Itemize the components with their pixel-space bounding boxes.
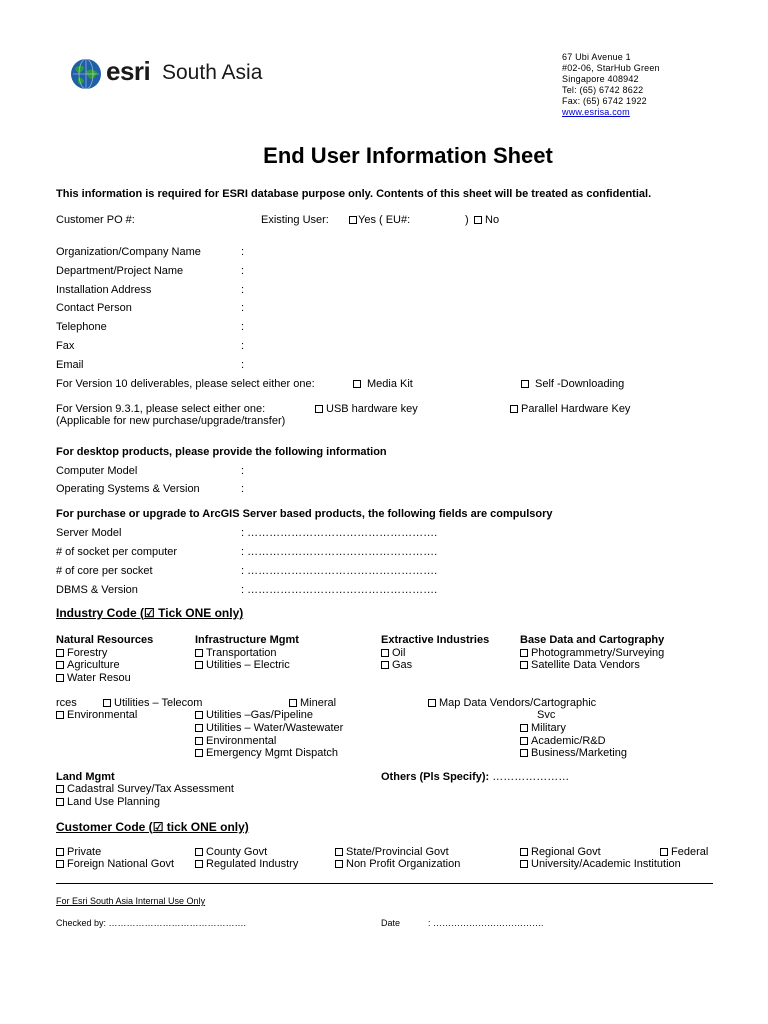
dept-field: Department/Project Name bbox=[56, 265, 184, 277]
private-checkbox[interactable] bbox=[56, 848, 64, 856]
gas-checkbox[interactable] bbox=[381, 661, 389, 669]
agriculture-label: Agriculture bbox=[67, 659, 120, 671]
environmental-nr-option bbox=[56, 709, 137, 721]
website-link[interactable]: www.esrisa.com bbox=[562, 107, 630, 117]
contact-field: Contact Person bbox=[56, 302, 132, 314]
desktop-heading: For desktop products, please provide the following information bbox=[56, 446, 387, 458]
industry-code-heading-end: Tick ONE only) bbox=[154, 606, 244, 620]
version10-label: For Version 10 deliverables, please select either one: bbox=[56, 378, 315, 390]
land-use-label: Land Use Planning bbox=[67, 796, 160, 808]
military-option bbox=[520, 722, 566, 734]
usb-key-checkbox[interactable] bbox=[315, 405, 323, 413]
checked-by-field: Checked by: ………………………………………. bbox=[56, 918, 247, 928]
regional-govt-label: Regional Govt bbox=[531, 846, 601, 858]
confidential-notice-text: This information is required for ESRI database purpose only. Contents of this sheet will be treated as confidential bbox=[56, 188, 649, 200]
agriculture-option bbox=[56, 659, 120, 671]
forestry-label: Forestry bbox=[67, 647, 108, 659]
water-resources-checkbox[interactable] bbox=[56, 674, 64, 682]
self-download-label: Self -Downloading bbox=[535, 378, 625, 390]
non-profit-option bbox=[335, 858, 460, 870]
media-kit-checkbox[interactable] bbox=[353, 380, 361, 388]
section-divider bbox=[56, 883, 713, 884]
utilities-telecom-label: Utilities – Telecom bbox=[114, 697, 203, 709]
federal-option bbox=[660, 846, 708, 858]
agriculture-checkbox[interactable] bbox=[56, 661, 64, 669]
map-data-vendors-label: Map Data Vendors/Cartographic bbox=[439, 697, 597, 709]
dbms-dots: : ……………………………………………. bbox=[241, 584, 438, 596]
yes-checkbox[interactable] bbox=[349, 216, 357, 224]
academic-rd-option bbox=[520, 735, 606, 747]
satellite-checkbox[interactable] bbox=[520, 661, 528, 669]
org-colon: : bbox=[241, 246, 245, 258]
version931-note: (Applicable for new purchase/upgrade/transfer) bbox=[56, 415, 286, 427]
utilities-gas-option bbox=[195, 709, 313, 721]
regional-govt-option bbox=[520, 846, 601, 858]
fax-field: Fax bbox=[56, 340, 75, 352]
page-title: End User Information Sheet bbox=[263, 143, 553, 168]
parallel-key-option bbox=[510, 403, 630, 415]
regulated-industry-option bbox=[195, 858, 298, 870]
logo-region: South Asia bbox=[162, 61, 263, 84]
existing-user-close: ) bbox=[465, 214, 469, 226]
existing-user-label: Existing User: bbox=[261, 214, 329, 226]
fax-colon: : bbox=[241, 340, 245, 352]
dept-colon: : bbox=[241, 265, 245, 277]
federal-label: Federal bbox=[671, 846, 709, 858]
utilities-water-option bbox=[195, 722, 343, 734]
confidential-notice: This information is required for ESRI database purpose only. Contents of this sheet will be treated as confidential. bbox=[56, 188, 652, 200]
others-input[interactable]: ………………… bbox=[492, 771, 570, 783]
industry-code-heading-label: Industry Code ( bbox=[56, 606, 145, 620]
core-dots: : ……………………………………………. bbox=[241, 565, 438, 577]
org-field-label: Organization/Company Name bbox=[56, 246, 201, 258]
customer-code-heading-label: Customer Code ( bbox=[56, 820, 153, 834]
military-checkbox[interactable] bbox=[520, 724, 528, 732]
email-field: Email bbox=[56, 359, 84, 371]
oil-label: Oil bbox=[392, 647, 406, 659]
map-data-vendors-checkbox[interactable] bbox=[428, 699, 436, 707]
infrastructure-head: Infrastructure Mgmt bbox=[195, 634, 299, 646]
transportation-label: Transportation bbox=[206, 647, 277, 659]
non-profit-label: Non Profit Organization bbox=[346, 858, 461, 870]
address-line2: #02-06, StarHub Green bbox=[562, 63, 660, 73]
self-download-option bbox=[521, 378, 624, 390]
utilities-telecom-checkbox[interactable] bbox=[103, 699, 111, 707]
natural-resources-head: Natural Resources bbox=[56, 634, 154, 646]
os-version-colon: : bbox=[241, 483, 245, 495]
utilities-electric-checkbox[interactable] bbox=[195, 661, 203, 669]
satellite-label: Satellite Data Vendors bbox=[531, 659, 640, 671]
address-tel: Tel: (65) 6742 8622 bbox=[562, 85, 644, 95]
regional-govt-checkbox[interactable] bbox=[520, 848, 528, 856]
map-data-vendors-option bbox=[428, 697, 596, 709]
regulated-industry-checkbox[interactable] bbox=[195, 860, 203, 868]
po-label: Customer PO #: bbox=[56, 214, 135, 226]
water-resources-label: Water Resou bbox=[67, 672, 131, 684]
environmental-im-checkbox[interactable] bbox=[195, 737, 203, 745]
cadastral-label: Cadastral Survey/Tax Assessment bbox=[67, 783, 234, 795]
telephone-field: Telephone bbox=[56, 321, 107, 333]
county-govt-option bbox=[195, 846, 267, 858]
no-checkbox[interactable] bbox=[474, 216, 482, 224]
contact-colon: : bbox=[241, 302, 245, 314]
utilities-electric-option bbox=[195, 659, 290, 671]
industry-code-heading bbox=[56, 606, 243, 620]
regulated-industry-label: Regulated Industry bbox=[206, 858, 299, 870]
mineral-option bbox=[289, 697, 336, 709]
gas-label: Gas bbox=[392, 659, 413, 671]
address-block bbox=[562, 52, 660, 118]
existing-user-no bbox=[474, 214, 499, 226]
forestry-option bbox=[56, 647, 107, 659]
forestry-checkbox[interactable] bbox=[56, 649, 64, 657]
utilities-water-label: Utilities – Water/Wastewater bbox=[206, 722, 344, 734]
parallel-key-label: Parallel Hardware Key bbox=[521, 403, 631, 415]
existing-user-yes bbox=[349, 214, 410, 226]
photogrammetry-checkbox[interactable] bbox=[520, 649, 528, 657]
existing-user-no-label: No bbox=[485, 214, 500, 226]
gas-option bbox=[381, 659, 412, 671]
photogrammetry-option bbox=[520, 647, 664, 659]
computer-model-field: Computer Model bbox=[56, 465, 138, 477]
existing-user-yes-label: Yes ( EU#: bbox=[358, 214, 411, 226]
mineral-checkbox[interactable] bbox=[289, 699, 297, 707]
usb-key-option bbox=[315, 403, 418, 415]
cadastral-checkbox[interactable] bbox=[56, 785, 64, 793]
academic-rd-label: Academic/R&D bbox=[531, 735, 606, 747]
emergency-option bbox=[195, 747, 338, 759]
version931-label: For Version 9.3.1, please select either one: bbox=[56, 403, 266, 415]
server-heading: For purchase or upgrade to ArcGIS Server based products, the following fields are compulsory bbox=[56, 508, 553, 520]
transportation-checkbox[interactable] bbox=[195, 649, 203, 657]
internal-use-heading: For Esri South Asia Internal Use Only bbox=[56, 896, 206, 906]
federal-checkbox[interactable] bbox=[660, 848, 668, 856]
foreign-govt-option bbox=[56, 858, 174, 870]
land-mgmt-head: Land Mgmt bbox=[56, 771, 115, 783]
media-kit-option bbox=[353, 378, 413, 390]
transportation-option bbox=[195, 647, 277, 659]
globe-icon bbox=[70, 58, 102, 90]
telephone-colon: : bbox=[241, 321, 245, 333]
socket-field: # of socket per computer bbox=[56, 546, 178, 558]
university-option bbox=[520, 858, 681, 870]
business-marketing-checkbox[interactable] bbox=[520, 749, 528, 757]
svc-wrap: Svc bbox=[537, 709, 556, 721]
business-marketing-label: Business/Marketing bbox=[531, 747, 627, 759]
org-field bbox=[56, 246, 201, 258]
socket-dots: : ……………………………………………. bbox=[241, 546, 438, 558]
state-govt-checkbox[interactable] bbox=[335, 848, 343, 856]
cadastral-option bbox=[56, 783, 234, 795]
utilities-gas-label: Utilities –Gas/Pipeline bbox=[206, 709, 313, 721]
customer-code-heading bbox=[56, 820, 249, 834]
satellite-option bbox=[520, 659, 640, 671]
county-govt-checkbox[interactable] bbox=[195, 848, 203, 856]
date-label: Date bbox=[381, 918, 401, 928]
utilities-telecom-option bbox=[103, 697, 202, 709]
environmental-im-option bbox=[195, 735, 276, 747]
oil-option bbox=[381, 647, 405, 659]
photogrammetry-label: Photogrammetry/Surveying bbox=[531, 647, 665, 659]
utilities-electric-label: Utilities – Electric bbox=[206, 659, 290, 671]
land-use-checkbox[interactable] bbox=[56, 798, 64, 806]
computer-model-colon: : bbox=[241, 465, 245, 477]
email-colon: : bbox=[241, 359, 245, 371]
tick-icon: ☑ bbox=[152, 820, 164, 834]
environmental-nr-checkbox[interactable] bbox=[56, 711, 64, 719]
parallel-key-checkbox[interactable] bbox=[510, 405, 518, 413]
others-label: Others (Pls Specify): bbox=[381, 771, 490, 783]
core-field: # of core per socket bbox=[56, 565, 153, 577]
state-govt-option bbox=[335, 846, 449, 858]
extractive-head: Extractive Industries bbox=[381, 634, 490, 646]
non-profit-checkbox[interactable] bbox=[335, 860, 343, 868]
military-label: Military bbox=[531, 722, 566, 734]
emergency-label: Emergency Mgmt Dispatch bbox=[206, 747, 339, 759]
business-marketing-option bbox=[520, 747, 627, 759]
server-model-dots: : ……………………………………………. bbox=[241, 527, 438, 539]
address-fax: Fax: (65) 6742 1922 bbox=[562, 96, 647, 106]
county-govt-label: County Govt bbox=[206, 846, 268, 858]
utilities-water-checkbox[interactable] bbox=[195, 724, 203, 732]
university-label: University/Academic Institution bbox=[531, 858, 681, 870]
customer-code-heading-end: tick ONE only) bbox=[163, 820, 249, 834]
oil-checkbox[interactable] bbox=[381, 649, 389, 657]
dbms-field: DBMS & Version bbox=[56, 584, 138, 596]
water-resources-wrap: rces bbox=[56, 697, 77, 709]
private-label: Private bbox=[67, 846, 102, 858]
install-address-field: Installation Address bbox=[56, 284, 152, 296]
environmental-nr-label: Environmental bbox=[67, 709, 138, 721]
academic-rd-checkbox[interactable] bbox=[520, 737, 528, 745]
self-download-checkbox[interactable] bbox=[521, 380, 529, 388]
install-colon: : bbox=[241, 284, 245, 296]
foreign-govt-label: Foreign National Govt bbox=[67, 858, 174, 870]
utilities-gas-checkbox[interactable] bbox=[195, 711, 203, 719]
logo-brand: esri bbox=[106, 56, 151, 86]
state-govt-label: State/Provincial Govt bbox=[346, 846, 449, 858]
land-use-option bbox=[56, 796, 160, 808]
others-specify bbox=[381, 771, 569, 783]
usb-key-label: USB hardware key bbox=[326, 403, 418, 415]
environmental-im-label: Environmental bbox=[206, 735, 277, 747]
university-checkbox[interactable] bbox=[520, 860, 528, 868]
emergency-checkbox[interactable] bbox=[195, 749, 203, 757]
mineral-label: Mineral bbox=[300, 697, 337, 709]
address-line3: Singapore 408942 bbox=[562, 74, 639, 84]
address-line1: 67 Ubi Avenue 1 bbox=[562, 52, 631, 62]
date-field: : ………………………………. bbox=[428, 918, 544, 928]
server-model-field: Server Model bbox=[56, 527, 122, 539]
foreign-govt-checkbox[interactable] bbox=[56, 860, 64, 868]
media-kit-label: Media Kit bbox=[367, 378, 413, 390]
os-version-field: Operating Systems & Version bbox=[56, 483, 200, 495]
base-data-head: Base Data and Cartography bbox=[520, 634, 665, 646]
water-resources-option bbox=[56, 672, 131, 684]
tick-icon: ☑ bbox=[144, 606, 155, 620]
private-option bbox=[56, 846, 101, 858]
